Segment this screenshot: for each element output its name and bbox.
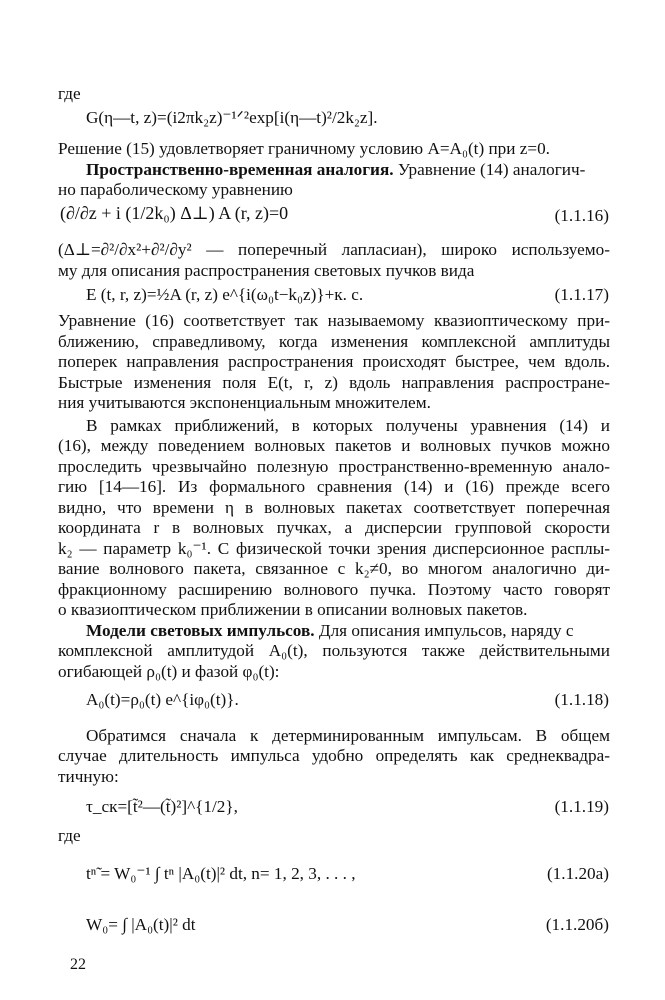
text-line: Решение (15) удовлетворяет граничному условию A=A₀(t) при z=0. — [58, 139, 550, 158]
text-line: огибающей ρ₀(t) и фазой φ₀(t): — [58, 662, 280, 681]
equation: G(η—t, z)=(i2πk₂z)⁻¹ᐟ²exp[i(η—t)²/2k₂z]. — [86, 108, 378, 127]
equation-number: (1.1.20б) — [545, 915, 609, 934]
text-line: но параболическому уравнению — [58, 180, 293, 199]
text-line: Уравнение (16) соответствует так называемому квазиоптическому при- — [58, 311, 610, 330]
text-line: о квазиоптическом приближении в описании волновых пакетов. — [58, 600, 528, 619]
equation-number: (1.1.18) — [554, 690, 609, 709]
text-line: ния учитываются экспоненциальным множителем. — [58, 393, 431, 412]
text-line: фракционному расширению волнового пучка. Поэтому часто говорят — [58, 580, 610, 599]
text-line: (Δ⊥=∂²/∂x²+∂²/∂y² — поперечный лапласиан), широко используемо- — [58, 240, 610, 259]
text-line: Быстрые изменения поля E(t, r, z) вдоль направления распростране- — [58, 373, 610, 392]
text-line: случае длительность импульса удобно определять как среднеквадра- — [58, 746, 610, 765]
equation-number: (1.1.16) — [554, 206, 609, 225]
equation-number: (1.1.20а) — [546, 864, 609, 883]
text-span: Для описания импульсов, наряду с — [314, 621, 574, 640]
equation-number: (1.1.19) — [554, 797, 609, 816]
text-line: координата r в волновых пучках, а дисперсии групповой скорости — [58, 518, 610, 537]
equation-number: (1.1.17) — [554, 285, 609, 304]
page-number: 22 — [70, 956, 86, 973]
text-line: комплексной амплитудой A₀(t), пользуются также действительными — [58, 641, 610, 660]
text-line: вание волнового пакета, связанное с k₂≠0, во многом аналогично ди- — [58, 559, 610, 578]
text-line: В рамках приближений, в которых получены уравнения (14) и — [86, 416, 610, 435]
text-line: ближению, справедливому, когда изменения комплексной амплитуды — [58, 332, 610, 351]
equation: A₀(t)=ρ₀(t) e^{iφ₀(t)}. — [86, 690, 239, 709]
text-line: му для описания распространения световых пучков вида — [58, 261, 475, 280]
equation: E (t, r, z)=½A (r, z) e^{i(ω₀t−k₀z)}+к. с. — [86, 285, 364, 304]
equation: (∂/∂z + i (1/2k₀) Δ⊥) A (r, z)=0 — [60, 203, 289, 223]
equation: τ_ск=[t̃²—(t̃)²]^{1/2}, — [86, 797, 238, 816]
text-line: где — [58, 84, 81, 103]
text-line: где — [58, 826, 81, 845]
text-line: гию [14—16]. Из формального сравнения (14) и (16) прежде всего — [58, 477, 610, 496]
equation: tⁿ̃ = W₀⁻¹ ∫ tⁿ |A₀(t)|² dt, n= 1, 2, 3, . . . , — [86, 864, 356, 883]
text-line: k₂ — параметр k₀⁻¹. С физической точки зрения дисперсионное расплы- — [58, 539, 610, 558]
equation: W₀= ∫ |A₀(t)|² dt — [86, 915, 196, 934]
text-line — [58, 160, 610, 181]
text-line: тичную: — [58, 767, 119, 786]
text-line: (16), между поведением волновых пакетов и волновых пучков можно — [58, 436, 610, 455]
text-line: поперек направления распространения происходят быстрее, чем вдоль. — [58, 352, 610, 371]
text-line: проследить чрезвычайно полезную пространственно-временную анало- — [58, 457, 610, 476]
text-line: видно, что времени η в волновых пакетах соответствует поперечная — [58, 498, 610, 517]
section-heading: Модели световых импульсов. — [86, 621, 315, 640]
text-line — [58, 621, 610, 642]
section-heading: Пространственно-временная аналогия. — [86, 160, 394, 179]
text-line: Обратимся сначала к детерминированным импульсам. В общем — [86, 726, 610, 745]
text-span: Уравнение (14) аналогич- — [393, 160, 586, 179]
